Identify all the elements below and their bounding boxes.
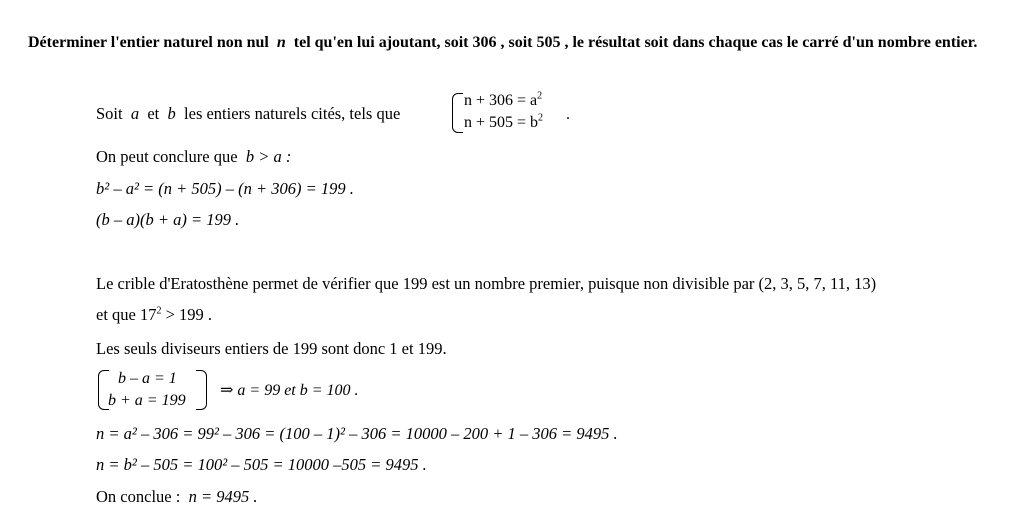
calc2-line: n = b² – 505 = 100² – 505 = 10000 –505 = 9495 . (96, 455, 427, 474)
intro-var-b: b (167, 104, 176, 123)
divisors-line: Les seuls diviseurs entiers de 199 sont donc 1 et 199. (96, 339, 447, 358)
system1-eq2: $n + 505 = b^2$ (464, 112, 544, 131)
sieve-line1: Le crible d'Eratosthène permet de vérifier que 199 est un nombre premier, puisque non divisible par (2, 3, 5, 7, 11, 13) (96, 274, 877, 293)
system2-right-brace (196, 370, 207, 410)
problem-text-before: Déterminer l'entier naturel non nul (28, 34, 269, 51)
conclude1-text: On peut conclure que (96, 147, 238, 166)
sieve-line2: et que $17^2 > 199$ . (96, 305, 213, 324)
intro-text-rest: les entiers naturels cités, tels que (184, 104, 401, 123)
system1-end: . (566, 106, 570, 123)
system2-row2: b + a = 199 (108, 392, 186, 409)
system1-eq1: $n + 306 = a^2$ (464, 90, 543, 109)
intro-line (96, 103, 400, 125)
system1-left-brace (452, 93, 463, 133)
conclude1-line (96, 146, 291, 168)
final-text: On conclue : (96, 487, 181, 506)
system2-row1: b – a = 1 (118, 370, 177, 387)
problem-text-after: tel qu'en lui ajoutant, soit 306 , soit 505 , le résultat soit dans chaque cas le carré d'un nombre entier. (293, 34, 978, 51)
calc1-line: n = a² – 306 = 99² – 306 = (100 – 1)² – 306 = 10000 – 200 + 1 – 306 = 9495 . (96, 424, 618, 443)
problem-statement (28, 26, 998, 60)
final-expr: n = 9495 . (188, 487, 258, 506)
diff-squares-line: b² – a² = (n + 505) – (n + 306) = 199 . (96, 179, 354, 198)
system2-result: ⇒ a = 99 et b = 100 . (220, 382, 359, 399)
conclude1-expr: b > a : (245, 147, 292, 166)
final-line (96, 486, 257, 508)
intro-text-soit: Soit (96, 104, 123, 123)
factored-line: (b – a)(b + a) = 199 . (96, 210, 240, 229)
intro-text-et: et (147, 104, 160, 123)
intro-var-a: a (130, 104, 140, 123)
problem-var-n: n (276, 34, 286, 51)
